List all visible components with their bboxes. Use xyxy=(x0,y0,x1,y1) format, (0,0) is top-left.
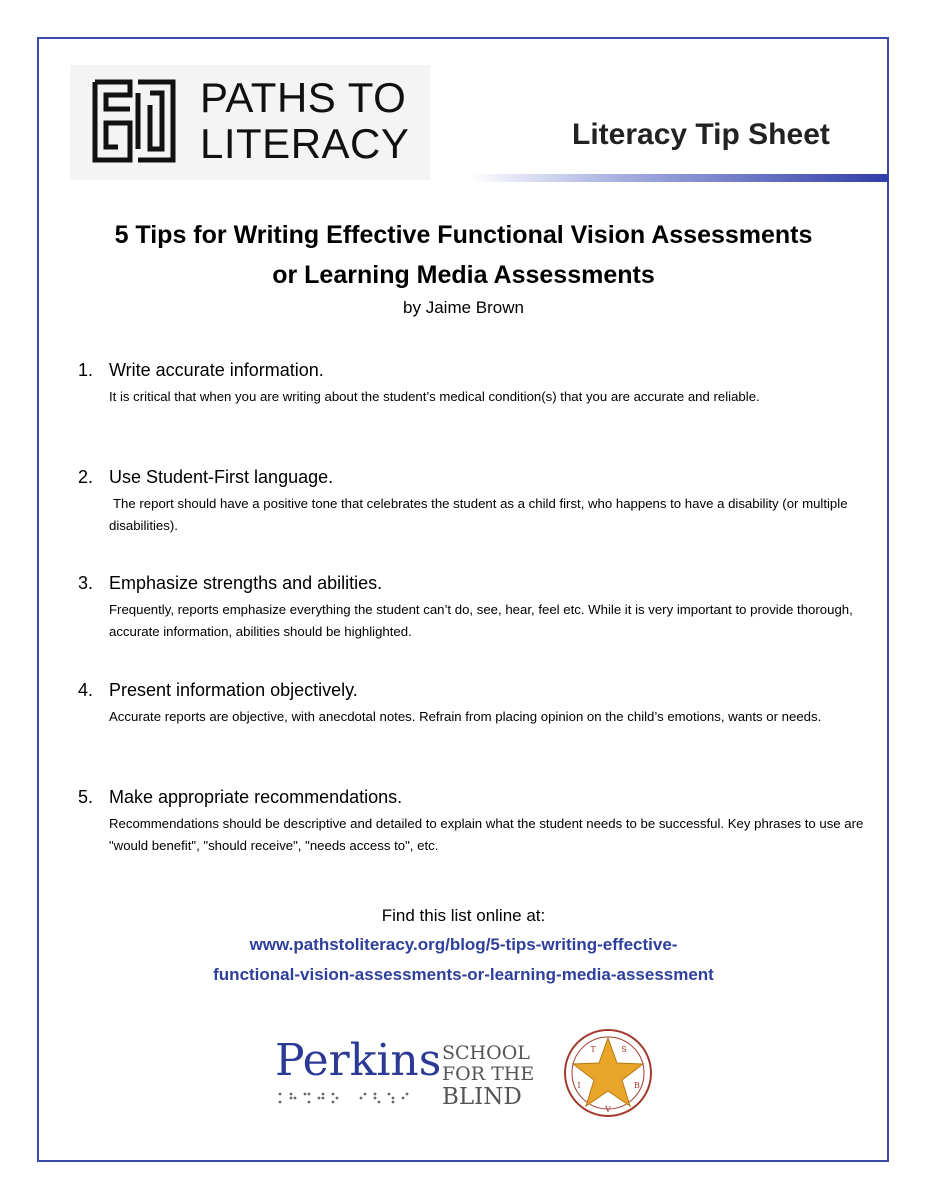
tsbvi-seal-icon xyxy=(563,1028,653,1118)
document-title-line-1: 5 Tips for Writing Effective Functional Vision Assessments xyxy=(114,221,813,249)
school-for-the-blind-wordmark xyxy=(442,1043,534,1109)
seal-letter-s: S xyxy=(621,1045,627,1054)
tip-heading: Present information objectively. xyxy=(109,680,358,700)
seal-letter-t: T xyxy=(590,1045,596,1054)
tip-heading: Make appropriate recommendations. xyxy=(109,787,403,807)
maze-logo-icon xyxy=(92,79,176,163)
tip-body: It is critical that when you are writing about the student’s medical condition(s) that you are accurate and reliable. xyxy=(109,389,760,404)
braille-dots-icon xyxy=(277,1091,427,1105)
school-line-3: BLIND xyxy=(442,1084,522,1110)
find-online-label: Find this list online at: xyxy=(381,906,546,925)
school-line-1: SCHOOL xyxy=(442,1042,530,1064)
tip-number: 2. xyxy=(78,467,94,487)
school-line-2: FOR THE xyxy=(442,1063,535,1085)
tip-heading: Use Student-First language. xyxy=(109,467,334,487)
perkins-wordmark: Perkins xyxy=(275,1035,442,1086)
tip-heading: Emphasize strengths and abilities. xyxy=(109,573,383,593)
logo-line-2: LITERACY xyxy=(200,120,410,167)
tip-body: Accurate reports are objective, with anecdotal notes. Refrain from placing opinion on the child’s emotions, wants or needs. xyxy=(109,709,822,724)
tip-number: 3. xyxy=(78,573,94,593)
tip-number: 4. xyxy=(78,680,94,700)
tip-number: 1. xyxy=(78,360,94,380)
seal-letter-i: I xyxy=(577,1081,581,1090)
paths-to-literacy-logo xyxy=(70,65,430,180)
seal-letter-v: V xyxy=(605,1105,611,1114)
online-url-line-1[interactable]: www.pathstoliteracy.org/blog/5-tips-writing-effective- xyxy=(249,935,678,954)
tip-number: 5. xyxy=(78,787,94,807)
logo-wordmark xyxy=(200,75,409,167)
tip-body: The report should have a positive tone that celebrates the student as a child first, who happens to have a disability (or multiple disabilities). xyxy=(109,496,848,533)
tip-body: Recommendations should be descriptive and detailed to explain what the student needs to be successful. Key phrases to use are "would benefit", "should receive", "needs access to", etc. xyxy=(109,816,864,853)
logo-line-1: PATHS TO xyxy=(200,74,407,121)
online-url-line-2[interactable]: functional-vision-assessments-or-learning-media-assessment xyxy=(213,965,714,984)
sheet-label: Literacy Tip Sheet xyxy=(572,118,830,151)
tip-body: Frequently, reports emphasize everything the student can’t do, see, hear, feel etc. While it is very important to provide thorough, accurate information, abilities should be highlighted. xyxy=(109,602,853,639)
seal-letter-b: B xyxy=(634,1081,640,1090)
document-title-line-2: or Learning Media Assessments xyxy=(272,261,655,289)
header-rule xyxy=(470,174,889,182)
tip-heading: Write accurate information. xyxy=(109,360,324,380)
byline: by Jaime Brown xyxy=(403,298,524,317)
